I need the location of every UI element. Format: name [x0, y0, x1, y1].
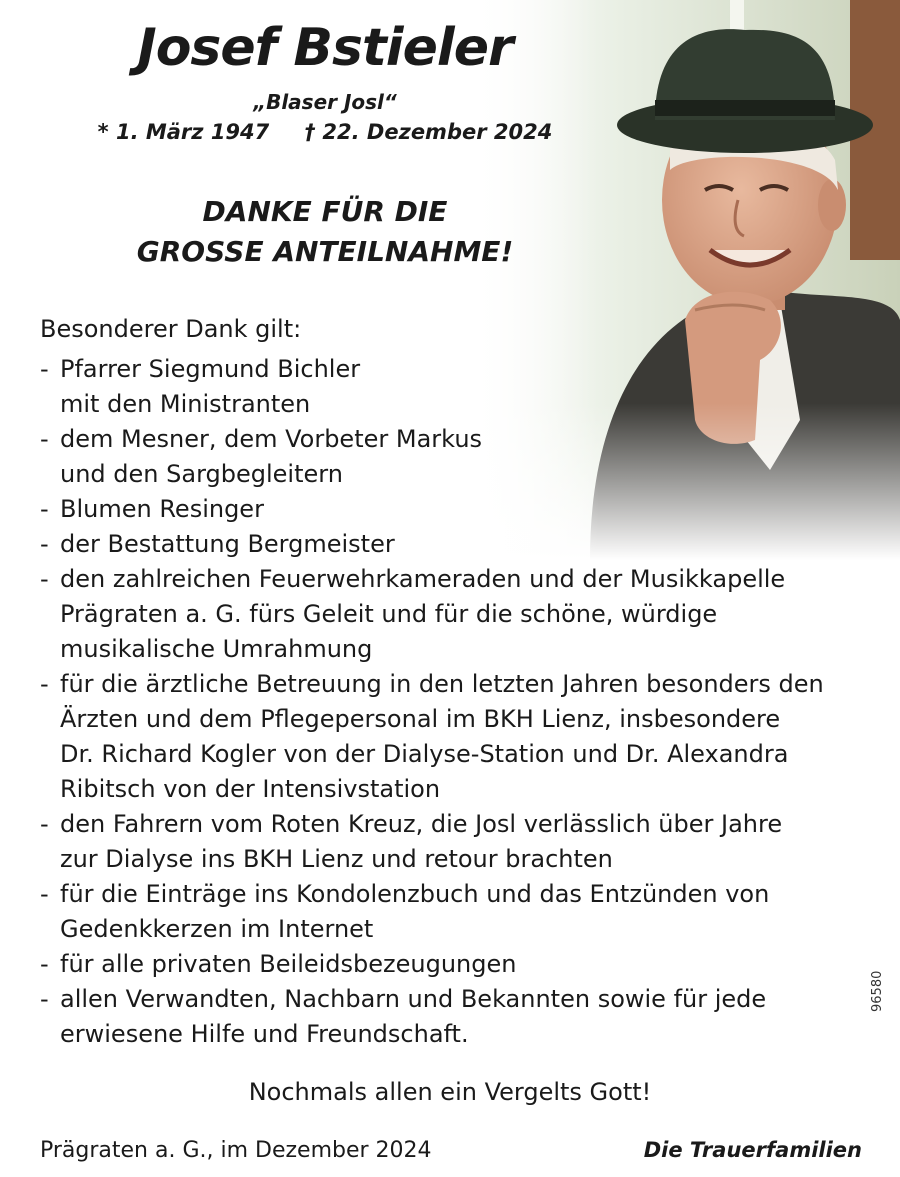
thanks-list-item-line: musikalische Umrahmung — [60, 635, 373, 663]
thanks-list — [40, 352, 880, 1052]
death-date: † 22. Dezember 2024 — [304, 120, 553, 144]
thanks-line: DANKE FÜR DIE — [202, 195, 448, 228]
thanks-heading — [0, 192, 650, 272]
life-dates — [0, 120, 650, 144]
thanks-list-item-line: - für die ärztliche Betreuung in den letzten Jahren besonders den — [60, 670, 824, 698]
thanks-list-item-line: - für die Einträge ins Kondolenzbuch und das Entzünden von — [60, 880, 770, 908]
thanks-list-item-line: Ribitsch von der Intensivstation — [60, 775, 441, 803]
thanks-list-item-line: zur Dialyse ins BKH Lienz und retour brachten — [60, 845, 613, 873]
thanks-list-item — [40, 422, 880, 492]
thanks-list-item — [40, 982, 880, 1052]
place-and-date: Prägraten a. G., im Dezember 2024 — [40, 1138, 432, 1163]
nickname: „Blaser Josl“ — [253, 90, 397, 114]
thanks-list-item-line: - für alle privaten Beileidsbezeugungen — [60, 950, 517, 978]
closing-line: Nochmals allen ein Vergelts Gott! — [248, 1078, 652, 1106]
signature: Die Trauerfamilien — [643, 1138, 862, 1162]
thanks-list-item — [40, 492, 880, 527]
thanks-list-item-line: - Blumen Resinger — [60, 495, 264, 523]
thanks-list-item-line: mit den Ministranten — [60, 390, 311, 418]
thanks-list-item-line: Gedenkkerzen im Internet — [60, 915, 374, 943]
thanks-list-item — [40, 562, 880, 667]
thanks-list-item-line: erwiesene Hilfe und Freundschaft. — [60, 1020, 469, 1048]
ad-number: 96580 — [870, 970, 885, 1012]
thanks-list-item-line: - Pfarrer Siegmund Bichler — [60, 355, 361, 383]
thanks-list-item-line: Ärzten und dem Pflegepersonal im BKH Lienz, insbesondere — [60, 705, 781, 733]
thanks-list-item-line: Prägraten a. G. fürs Geleit und für die schöne, würdige — [60, 600, 718, 628]
thanks-list-item-line: - dem Mesner, dem Vorbeter Markus — [60, 425, 483, 453]
thanks-list-item — [40, 877, 880, 947]
thanks-list-item — [40, 807, 880, 877]
thanks-line: GROSSE ANTEILNAHME! — [136, 235, 514, 268]
thanks-list-item-line: Dr. Richard Kogler von der Dialyse-Station und Dr. Alexandra — [60, 740, 789, 768]
thanks-list-item — [40, 527, 880, 562]
deceased-name: Josef Bstieler — [137, 18, 513, 78]
thanks-list-item — [40, 667, 880, 807]
thanks-intro: Besonderer Dank gilt: — [40, 315, 302, 343]
thanks-list-item-line: und den Sargbegleitern — [60, 460, 343, 488]
birth-date: * 1. März 1947 — [97, 120, 270, 144]
thanks-list-item — [40, 947, 880, 982]
thanks-list-item-line: - den zahlreichen Feuerwehrkameraden und der Musikkapelle — [60, 565, 786, 593]
thanks-list-item — [40, 352, 880, 422]
thanks-list-item-line: - der Bestattung Bergmeister — [60, 530, 395, 558]
thanks-list-item-line: - allen Verwandten, Nachbarn und Bekannten sowie für jede — [60, 985, 767, 1013]
thanks-list-item-line: - den Fahrern vom Roten Kreuz, die Josl verlässlich über Jahre — [60, 810, 783, 838]
